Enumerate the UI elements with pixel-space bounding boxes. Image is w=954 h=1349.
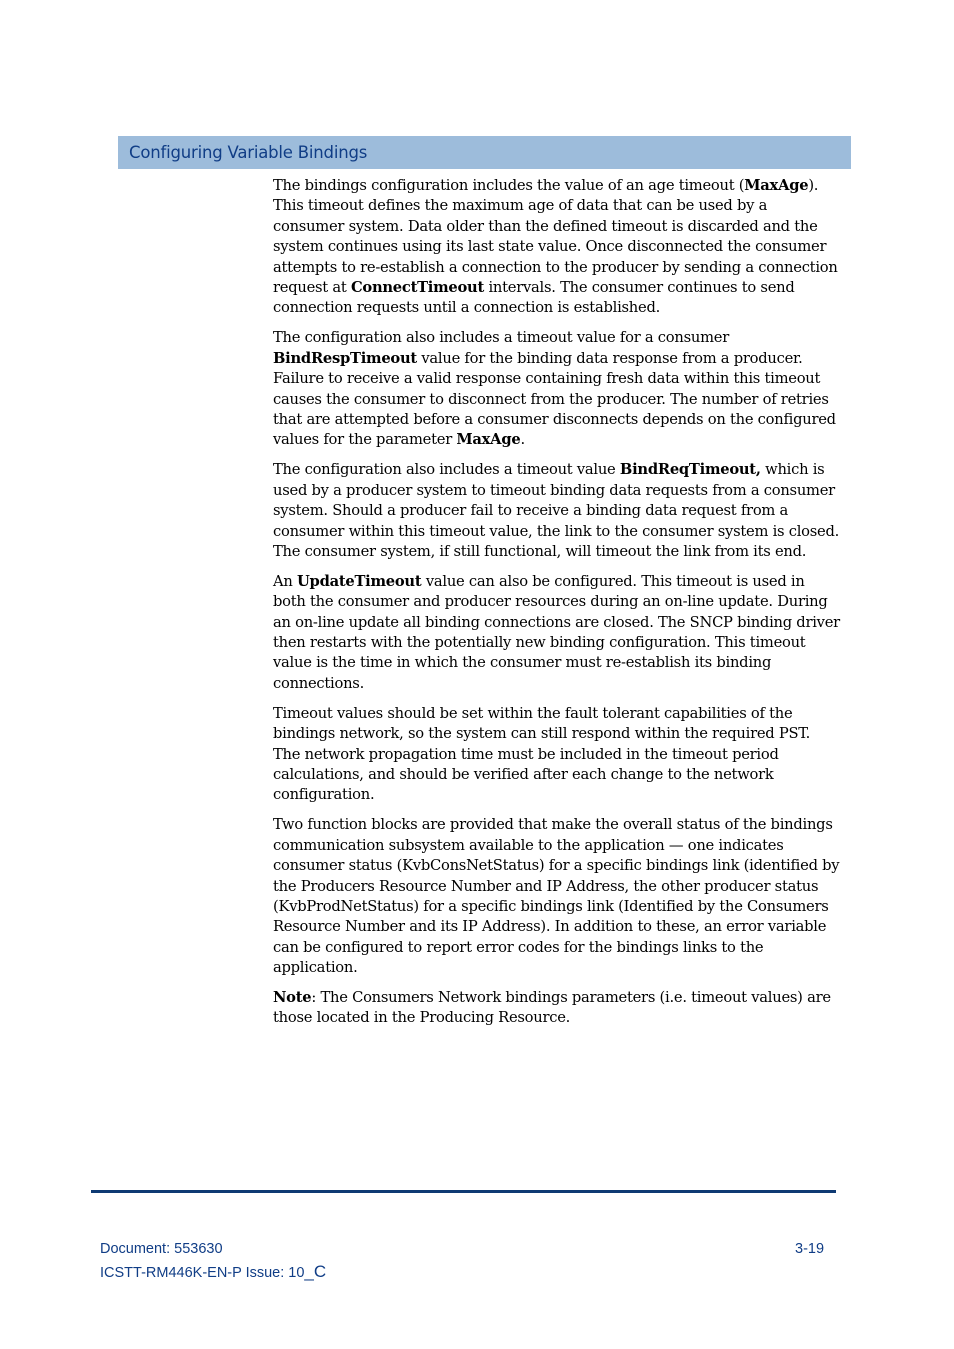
bold-term: MaxAge: [744, 177, 809, 194]
paragraph-text: Timeout values should be set within the fault tolerant capabilities of the bindings network, so the system can still respond within the required PST. The network propagation time must be included in the timeout period calculations, and should be verified after each change to the network configuration.: [273, 704, 811, 804]
paragraph-text: intervals. The consumer continues to send connection requests until a connection is established.: [273, 279, 795, 317]
paragraph-text: The bindings configuration includes the value of an age timeout (: [273, 177, 745, 194]
footer-issue-suffix: _C: [304, 1262, 327, 1281]
footer-page-number: 3-19: [795, 1241, 825, 1257]
footer-rule: [91, 1190, 836, 1193]
section-header-bar: [118, 136, 851, 169]
paragraph: [273, 704, 841, 806]
paragraph-text: Two function blocks are provided that make the overall status of the bindings communication subsystem available to the application — one indicates consumer status (KvbConsNetStatus) for a specific bindings link (identified by the Producers Resource Number and IP Address, the other producer status (KvbProdNetStatus) for a specific bindings link (Identified by the Consumers Resource Number and its IP Address). In addition to these, an error variable can be configured to report error codes for the bindings links to the application.: [273, 816, 840, 977]
bold-term: BindRespTimeout: [273, 349, 417, 367]
body-text: [273, 176, 841, 1038]
bold-term: ConnectTimeout: [350, 279, 485, 297]
paragraph-text: which is used by a producer system to timeout binding data requests from a consumer system. Should a producer fail to receive a binding data request from a consumer within this timeout value, the link to the consumer system is closed. The consumer system, if still functional, will timeout the link from its end.: [273, 461, 840, 560]
paragraph: [273, 176, 841, 319]
paragraph-text: : The Consumers Network bindings parameters (i.e. timeout values) are those located in the Producing Resource.: [273, 989, 831, 1027]
paragraph: [273, 815, 841, 978]
paragraph-text: value can also be configured. This timeout is used in both the consumer and producer resources during an on-line update. During an on-line update all binding connections are closed. The SNCP binding driver then restarts with the potentially new binding configuration. This timeout value is the time in which the consumer must re-establish its binding connections.: [273, 572, 840, 692]
bold-term: UpdateTimeout: [297, 572, 422, 590]
bold-term: MaxAge: [456, 431, 521, 449]
paragraph-text: The configuration also includes a timeout value for a consumer: [273, 329, 729, 347]
paragraph-text: ). This timeout defines the maximum age of data that can be used by a consumer system. Data older than the defined timeout is discarded and the system continues using its last state value. Once disconnected the consumer attempts to re-establish a connection to the producer by sending a connection request at: [273, 177, 838, 297]
footer-document-number: Document: 553630: [100, 1241, 223, 1257]
bold-term: BindReqTimeout,: [619, 461, 761, 479]
paragraph: [273, 460, 841, 562]
paragraph-text: .: [520, 431, 525, 449]
footer-issue: [100, 1262, 326, 1282]
paragraph-text: An: [273, 572, 297, 590]
paragraph: [273, 572, 841, 694]
paragraph: [273, 328, 841, 450]
paragraph-text: value for the binding data response from a producer. Failure to receive a valid response containing fresh data within this timeout causes the consumer to disconnect from the producer. The number of retries that are attempted before a consumer disconnects depends on the configured values for the parameter: [273, 349, 836, 449]
paragraph: [273, 988, 841, 1029]
paragraph-text: The configuration also includes a timeout value: [273, 461, 620, 479]
footer-issue-number: ICSTT-RM446K-EN-P Issue: 10: [100, 1265, 305, 1281]
section-title: Configuring Variable Bindings: [129, 143, 368, 162]
bold-term: Note: [273, 989, 312, 1007]
